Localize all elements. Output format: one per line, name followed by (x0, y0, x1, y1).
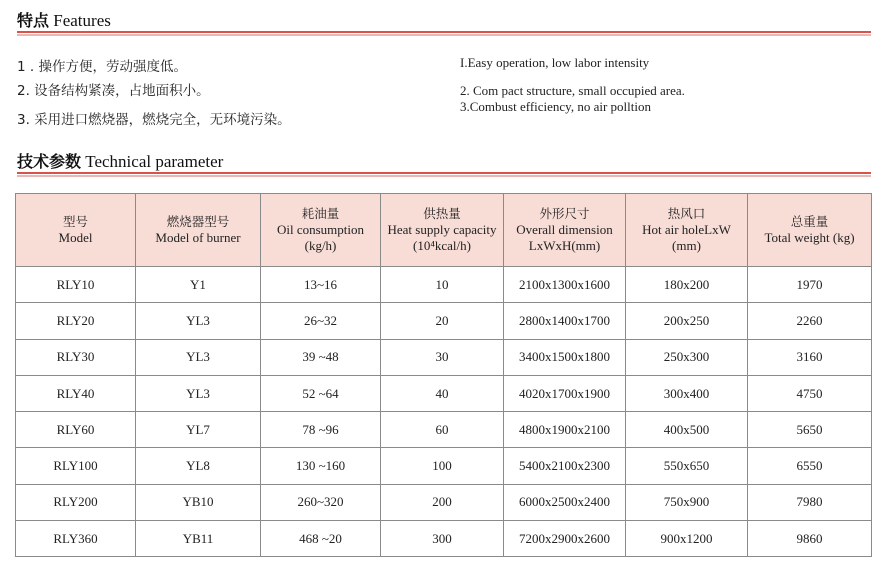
cell-model: RLY60 (16, 412, 136, 448)
cell-total-weight: 5650 (748, 412, 872, 448)
technical-divider-shadow (17, 175, 871, 177)
technical-title-en: Technical parameter (85, 152, 224, 171)
feature-cn-item: 2. 设备结构紧凑，占地面积小。 (17, 83, 210, 99)
cell-burner: YL3 (136, 375, 261, 411)
cell-total-weight: 6550 (748, 448, 872, 484)
cell-hot-air-hole: 400x500 (626, 412, 748, 448)
cell-burner: YL8 (136, 448, 261, 484)
feature-cn-item: 3. 采用进口燃烧器，燃烧完全，无环境污染。 (17, 112, 291, 128)
cell-heat-supply: 60 (381, 412, 504, 448)
header-cn: 型号 (62, 214, 88, 229)
features-title-cn: 特点 (17, 11, 50, 30)
cell-model: RLY40 (16, 375, 136, 411)
cell-overall-dimension: 4020x1700x1900 (504, 375, 626, 411)
header-cn: 燃烧器型号 (166, 214, 230, 229)
header-unit: LxWxH(mm) (528, 238, 601, 253)
header-unit: (mm) (672, 238, 701, 253)
table-row (16, 484, 872, 520)
features-title-en: Features (53, 11, 111, 30)
header-hot-air-hole (626, 194, 748, 267)
header-en: Hot air holeLxW (642, 222, 731, 237)
header-cn: 耗油量 (301, 206, 340, 221)
cell-overall-dimension: 2100x1300x1600 (504, 267, 626, 303)
cell-burner: YL3 (136, 339, 261, 375)
cell-total-weight: 2260 (748, 303, 872, 339)
cell-oil-consumption: 26~32 (261, 303, 381, 339)
cell-heat-supply: 100 (381, 448, 504, 484)
cell-oil-consumption: 260~320 (261, 484, 381, 520)
feature-en-item: 2. Com pact structure, small occupied area. (460, 83, 685, 98)
table-row (16, 375, 872, 411)
header-burner (136, 194, 261, 267)
technical-divider (17, 172, 871, 174)
cell-total-weight: 9860 (748, 521, 872, 557)
header-overall-dimension (504, 194, 626, 267)
table-row (16, 412, 872, 448)
cell-total-weight: 4750 (748, 375, 872, 411)
cell-overall-dimension: 5400x2100x2300 (504, 448, 626, 484)
cell-overall-dimension: 4800x1900x2100 (504, 412, 626, 448)
cell-total-weight: 1970 (748, 267, 872, 303)
cell-burner: YB11 (136, 521, 261, 557)
header-unit: (kg/h) (304, 238, 337, 253)
header-en: Oil consumption (276, 222, 365, 237)
cell-total-weight: 7980 (748, 484, 872, 520)
header-cn: 供热量 (423, 206, 461, 221)
cell-heat-supply: 10 (381, 267, 504, 303)
cell-heat-supply: 30 (381, 339, 504, 375)
table-row (16, 267, 872, 303)
cell-heat-supply: 300 (381, 521, 504, 557)
parameter-table (15, 193, 872, 557)
cell-burner: YL3 (136, 303, 261, 339)
header-en: Overall dimension (516, 222, 613, 237)
table-row (16, 448, 872, 484)
header-cn: 总重量 (790, 214, 829, 229)
features-heading (17, 8, 111, 31)
header-heat-supply (381, 194, 504, 267)
cell-oil-consumption: 78 ~96 (261, 412, 381, 448)
cell-oil-consumption: 39 ~48 (261, 339, 381, 375)
cell-model: RLY200 (16, 484, 136, 520)
cell-model: RLY10 (16, 267, 136, 303)
cell-burner: YL7 (136, 412, 261, 448)
cell-hot-air-hole: 300x400 (626, 375, 748, 411)
features-divider (17, 31, 871, 33)
cell-hot-air-hole: 900x1200 (626, 521, 748, 557)
cell-overall-dimension: 7200x2900x2600 (504, 521, 626, 557)
header-model (16, 194, 136, 267)
cell-overall-dimension: 6000x2500x2400 (504, 484, 626, 520)
cell-overall-dimension: 2800x1400x1700 (504, 303, 626, 339)
feature-en-item: 3.Combust efficiency, no air polltion (460, 99, 651, 114)
header-cn: 外形尺寸 (539, 206, 590, 221)
cell-hot-air-hole: 250x300 (626, 339, 748, 375)
cell-overall-dimension: 3400x1500x1800 (504, 339, 626, 375)
header-en: Model (58, 230, 93, 245)
cell-model: RLY100 (16, 448, 136, 484)
cell-burner: YB10 (136, 484, 261, 520)
cell-model: RLY30 (16, 339, 136, 375)
cell-hot-air-hole: 750x900 (626, 484, 748, 520)
cell-oil-consumption: 52 ~64 (261, 375, 381, 411)
cell-heat-supply: 200 (381, 484, 504, 520)
technical-title-cn: 技术参数 (17, 152, 82, 171)
header-unit: (10⁴kcal/h) (413, 238, 471, 253)
cell-hot-air-hole: 200x250 (626, 303, 748, 339)
cell-heat-supply: 20 (381, 303, 504, 339)
table-row (16, 339, 872, 375)
table-row (16, 303, 872, 339)
table-row (16, 521, 872, 557)
cell-total-weight: 3160 (748, 339, 872, 375)
header-en: Heat supply capacity (387, 222, 497, 237)
feature-cn-item: 1 . 操作方便，劳动强度低。 (17, 59, 187, 75)
feature-en-item: I.Easy operation, low labor intensity (460, 55, 650, 70)
cell-hot-air-hole: 550x650 (626, 448, 748, 484)
header-en: Model of burner (155, 230, 241, 245)
cell-hot-air-hole: 180x200 (626, 267, 748, 303)
header-total-weight (748, 194, 872, 267)
cell-model: RLY20 (16, 303, 136, 339)
technical-heading (17, 149, 223, 172)
features-divider-shadow (17, 34, 871, 36)
cell-heat-supply: 40 (381, 375, 504, 411)
header-oil-consumption (261, 194, 381, 267)
cell-burner: Y1 (136, 267, 261, 303)
cell-model: RLY360 (16, 521, 136, 557)
table-body (16, 267, 872, 557)
cell-oil-consumption: 13~16 (261, 267, 381, 303)
table-header-row (16, 194, 872, 267)
header-en: Total weight (kg) (764, 230, 855, 245)
cell-oil-consumption: 468 ~20 (261, 521, 381, 557)
cell-oil-consumption: 130 ~160 (261, 448, 381, 484)
header-cn: 热风口 (667, 206, 706, 221)
